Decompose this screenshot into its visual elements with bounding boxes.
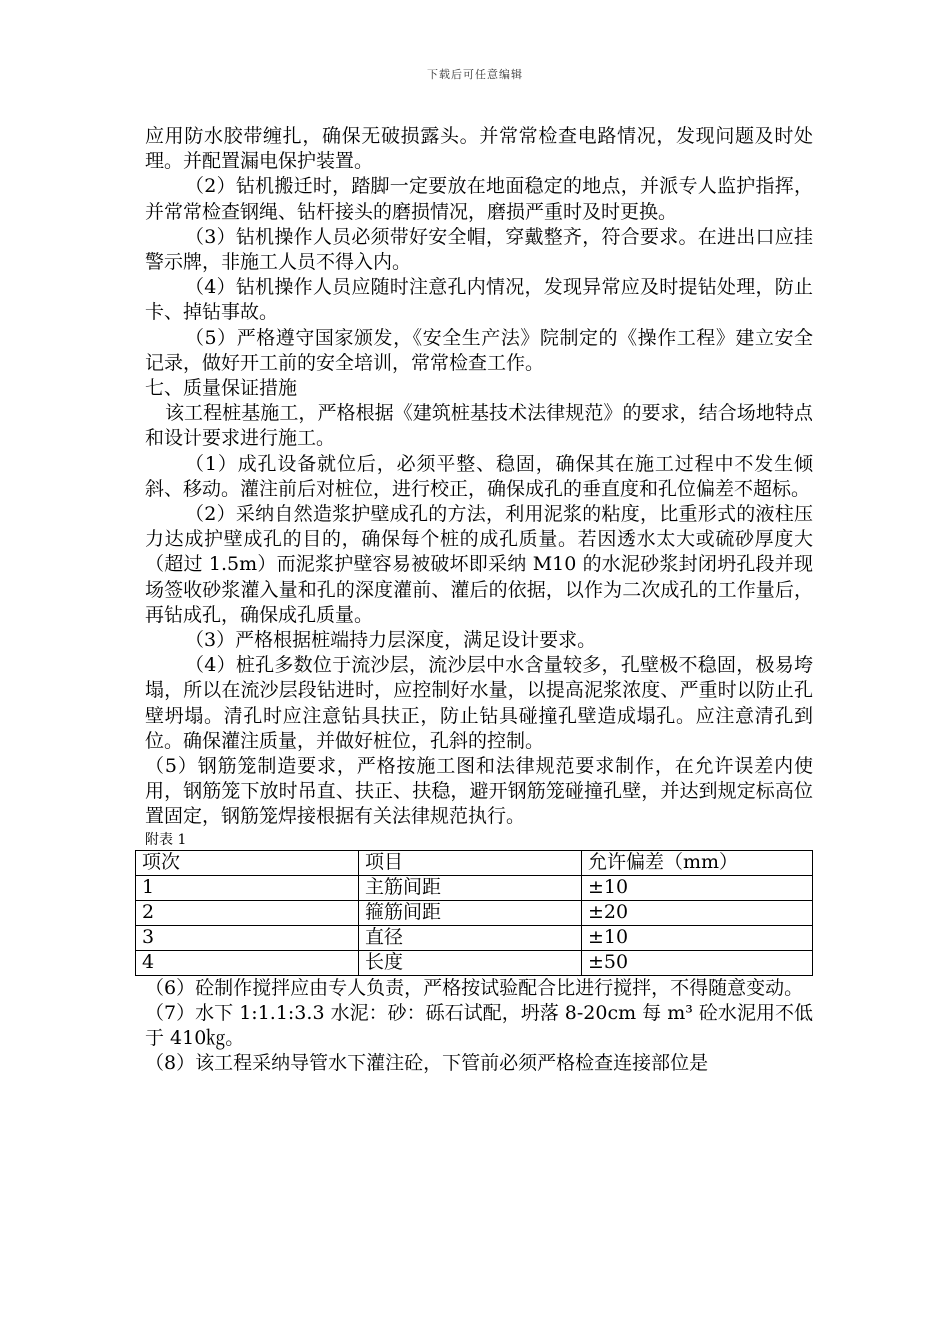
table-header-cell: 项次 bbox=[136, 850, 359, 875]
paragraph-quality-item-4: （4）桩孔多数位于流沙层，流沙层中水含量较多，孔壁极不稳固，极易垮塌，所以在流沙层段钻进时，应控制好水量，以提高泥浆浓度、严重时以防止孔壁坍塌。清孔时应注意钻具扶正，防止钻具碰撞孔壁造成塌孔。应注意清孔到位。确保灌注质量，并做好桩位，孔斜的控制。 bbox=[145, 654, 813, 752]
paragraph-quality-item-2: （2）采纳自然造浆护壁成孔的方法，利用泥浆的粘度，比重形式的液柱压力达成护壁成孔的目的，确保每个桩的成孔质量。若因透水太大或硫砂厚度大（超过 1.5m）而泥浆护壁容易被破坏即采纳 M10 的水泥砂浆封闭坍孔段并现场签收砂浆灌入量和孔的深度灌前、灌后的依据，以作为二次成孔的工作量后，再钻成孔，确保成孔质量。 bbox=[145, 503, 813, 626]
tolerance-table bbox=[135, 850, 813, 976]
table-cell: 1 bbox=[136, 875, 359, 900]
table-row bbox=[136, 925, 813, 950]
table-cell: ±10 bbox=[582, 875, 813, 900]
paragraph-quality-item-1: （1）成孔设备就位后，必须平整、稳固，确保其在施工过程中不发生倾斜、移动。灌注前后对桩位，进行校正，确保成孔的垂直度和孔位偏差不超标。 bbox=[145, 452, 813, 500]
document-body bbox=[142, 124, 813, 1077]
page-header: 下载后可任意编辑 bbox=[427, 68, 523, 81]
paragraph-item-2-rig-relocation: （2）钻机搬迁时，踏脚一定要放在地面稳定的地点，并派专人监护指挥，并常常检查钢绳、钻杆接头的磨损情况，磨损严重时及时更换。 bbox=[145, 175, 813, 223]
table-row bbox=[136, 900, 813, 925]
paragraph-item-4-hole-monitoring: （4）钻机操作人员应随时注意孔内情况，发现异常应及时提钻处理，防止卡、掉钻事故。 bbox=[145, 276, 813, 324]
paragraph-quality-item-8: （8）该工程采纳导管水下灌注砼，下管前必须严格检查连接部位是 bbox=[145, 1052, 709, 1075]
section-heading-quality: 七、质量保证措施 bbox=[145, 377, 298, 400]
table-cell: 4 bbox=[136, 950, 359, 975]
paragraph-quality-intro: 该工程桩基施工，严格根据《建筑桩基技术法律规范》的要求，结合场地特点和设计要求进行施工。 bbox=[145, 402, 813, 450]
paragraph-item-5-safety-law: （5）严格遵守国家颁发，《安全生产法》院制定的《操作工程》建立安全记录，做好开工前的安全培训，常常检查工作。 bbox=[145, 326, 813, 374]
paragraph-quality-item-7: （7）水下 1:1.1:3.3 水泥：砂：砾石试配，坍落 8-20cm 每 m³ 砼水泥用不低于 410㎏。 bbox=[145, 1001, 813, 1050]
table-cell: ±50 bbox=[582, 950, 813, 975]
paragraph-quality-item-5: （5）钢筋笼制造要求，严格按施工图和法律规范要求制作，在允许误差内使用，钢筋笼下放时吊直、扶正、扶稳，避开钢筋笼碰撞孔壁，并达到规定标高位置固定，钢筋笼焊接根据有关法律规范执行。 bbox=[145, 755, 813, 828]
table-cell: 直径 bbox=[359, 925, 582, 950]
table-header-cell: 允许偏差（mm） bbox=[582, 850, 813, 875]
table-cell: 2 bbox=[136, 900, 359, 925]
table-row bbox=[136, 875, 813, 900]
paragraph-quality-item-3: （3）严格根据桩端持力层深度，满足设计要求。 bbox=[185, 629, 597, 652]
table-row bbox=[136, 950, 813, 975]
table-cell: 长度 bbox=[359, 950, 582, 975]
table-cell: ±20 bbox=[582, 900, 813, 925]
table-cell: 主筋间距 bbox=[359, 875, 582, 900]
paragraph-waterproof-tape: 应用防水胶带缠扎，确保无破损露头。并常常检查电路情况，发现问题及时处理。并配置漏电保护装置。 bbox=[145, 125, 813, 173]
table-cell: ±10 bbox=[582, 925, 813, 950]
table-cell: 3 bbox=[136, 925, 359, 950]
table-cell: 箍筋间距 bbox=[359, 900, 582, 925]
paragraph-quality-item-6: （6）砼制作搅拌应由专人负责，严格按试验配合比进行搅拌，不得随意变动。 bbox=[145, 976, 804, 999]
table-header-cell: 项目 bbox=[359, 850, 582, 875]
table-header-row bbox=[136, 850, 813, 875]
paragraph-item-3-safety-helmet: （3）钻机操作人员必须带好安全帽，穿戴整齐，符合要求。在进出口应挂警示牌，非施工人员不得入内。 bbox=[145, 225, 813, 274]
table-caption: 附表 1 bbox=[145, 831, 187, 848]
